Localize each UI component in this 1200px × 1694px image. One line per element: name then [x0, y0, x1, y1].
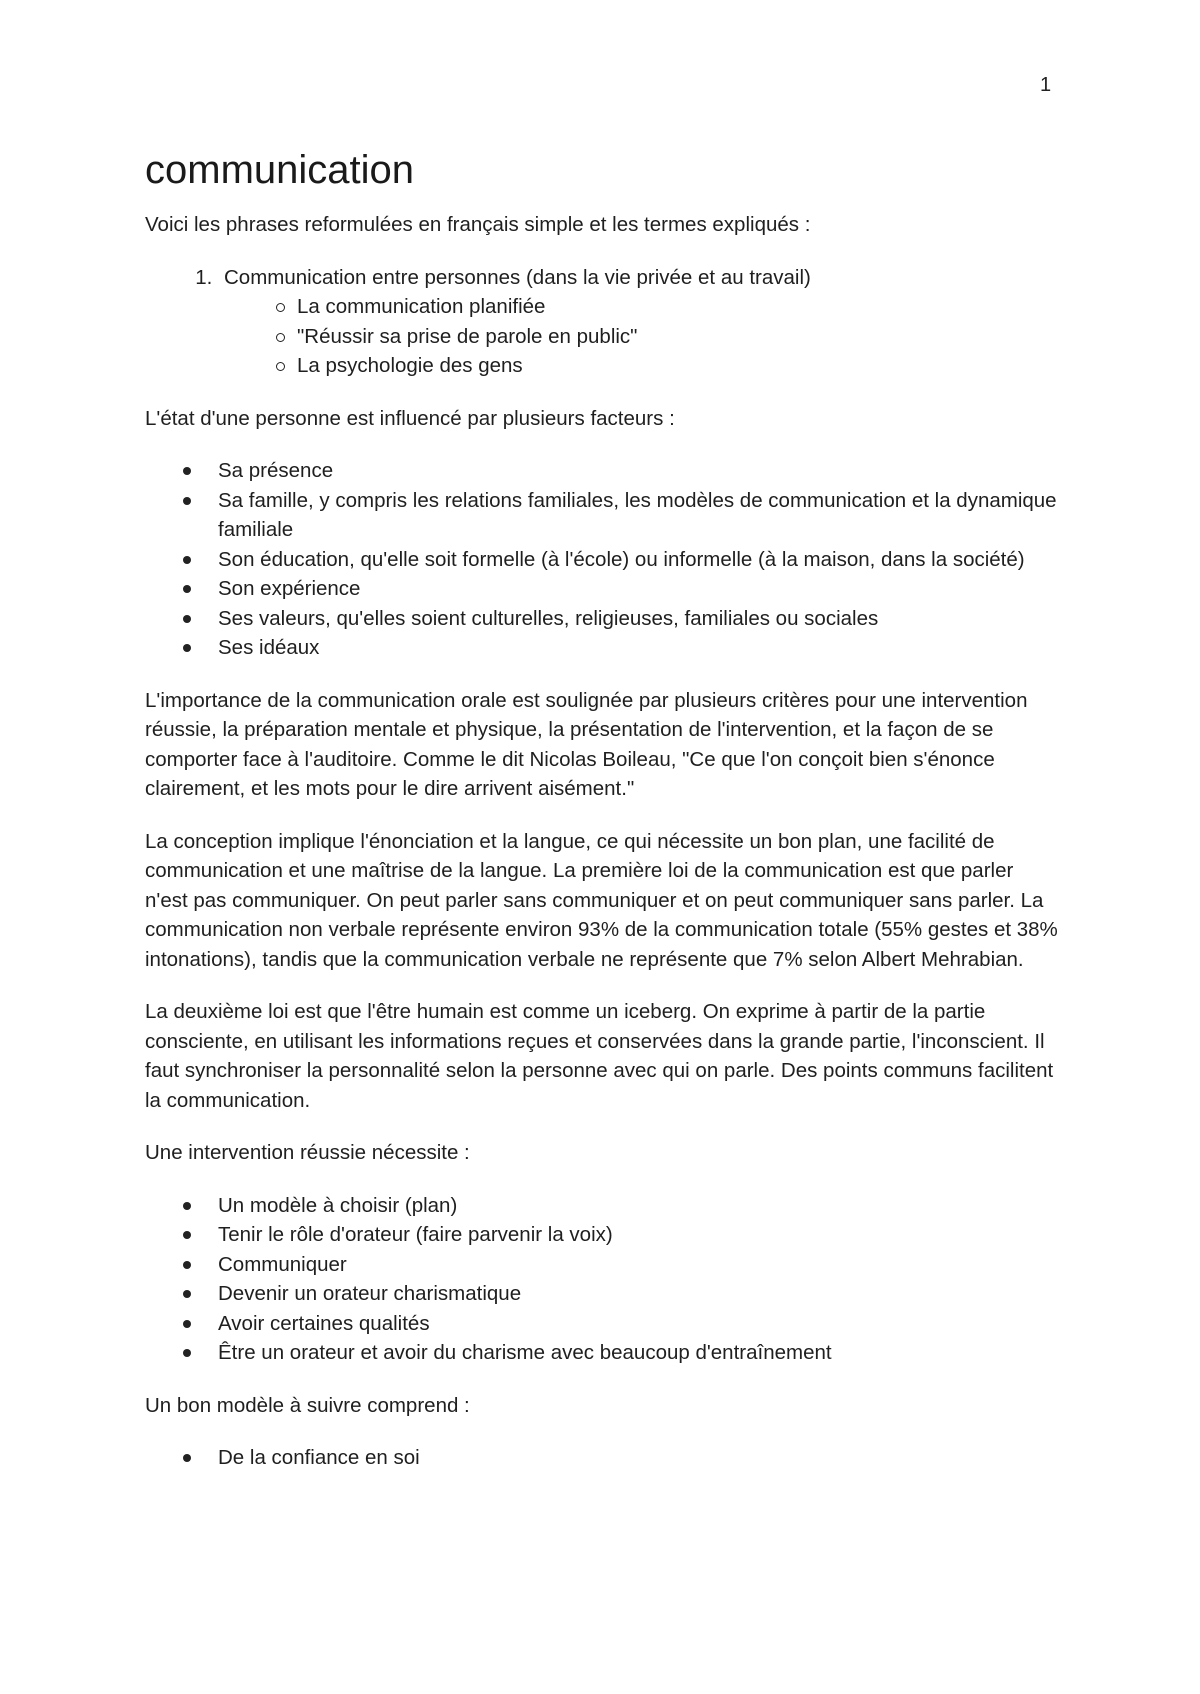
document-body [145, 144, 1060, 1496]
document-title: communication [145, 148, 415, 192]
conception-paragraph: La conception implique l'énonciation et la langue, ce qui nécessite un bon plan, une facilité de communication et une maîtrise de la langue. La première loi de la communication est que parler n'est pas communiquer. On peut parler sans communiquer et on peut communiquer sans parler. La communication non verbale représente environ 93% de la communication totale (55% gestes et 38% intonations), tandis que la communication verbale ne représente que 7% selon Albert Mehrabian. [145, 829, 1058, 971]
list-item: Sa présence [218, 456, 1060, 486]
etat-intro-paragraph: L'état d'une personne est influencé par plusieurs facteurs : [145, 406, 675, 430]
modele-intro-paragraph: Un bon modèle à suivre comprend : [145, 1393, 470, 1417]
facteurs-list [145, 456, 1060, 663]
list-item: Communiquer [218, 1250, 1060, 1280]
list-item: Être un orateur et avoir du charisme avec beaucoup d'entraînement [218, 1338, 1060, 1368]
list-item: Son expérience [218, 574, 1060, 604]
intervention-list [145, 1191, 1060, 1368]
deuxieme-loi-paragraph: La deuxième loi est que l'être humain est comme un iceberg. On exprime à partir de la partie consciente, en utilisant les informations reçues et conservées dans la grande partie, l'inconscient. Il faut synchroniser la personnalité selon la personne avec qui on parle. Des points communs facilitent la communication. [145, 1000, 1054, 1112]
list-item: Un modèle à choisir (plan) [218, 1191, 1060, 1221]
intervention-intro-paragraph: Une intervention réussie nécessite : [145, 1141, 470, 1164]
list-item: De la confiance en soi [218, 1443, 1060, 1473]
numbered-item-label: Communication entre personnes (dans la vie privée et au travail) [224, 265, 811, 289]
importance-paragraph: L'importance de la communication orale est soulignée par plusieurs critères pour une intervention réussie, la préparation mentale et physique, la présentation de l'intervention, et la façon de se comporter face à l'auditoire. Comme le dit Nicolas Boileau, "Ce que l'on conçoit bien s'énonce clairement, et les mots pour le dire arrivent aisément." [145, 688, 1028, 800]
numbered-list-item [218, 263, 1060, 381]
modele-list [145, 1443, 1060, 1473]
sub-list-item: La communication planifiée [224, 292, 1060, 322]
sub-list-item: La psychologie des gens [224, 351, 1060, 381]
list-item: Avoir certaines qualités [218, 1309, 1060, 1339]
list-item: Son éducation, qu'elle soit formelle (à l'école) ou informelle (à la maison, dans la société) [218, 545, 1060, 575]
sub-list [224, 292, 1060, 381]
list-item: Sa famille, y compris les relations familiales, les modèles de communication et la dynamique familiale [218, 486, 1060, 545]
list-item: Tenir le rôle d'orateur (faire parvenir la voix) [218, 1220, 1060, 1250]
page-number: 1 [1040, 74, 1052, 96]
list-item: Ses valeurs, qu'elles soient culturelles, religieuses, familiales ou sociales [218, 604, 1060, 634]
sub-list-item: "Réussir sa prise de parole en public" [224, 322, 1060, 352]
intro-paragraph: Voici les phrases reformulées en français simple et les termes expliqués : [145, 213, 811, 236]
list-item: Devenir un orateur charismatique [218, 1279, 1060, 1309]
list-item: Ses idéaux [218, 633, 1060, 663]
numbered-list [145, 263, 1060, 381]
